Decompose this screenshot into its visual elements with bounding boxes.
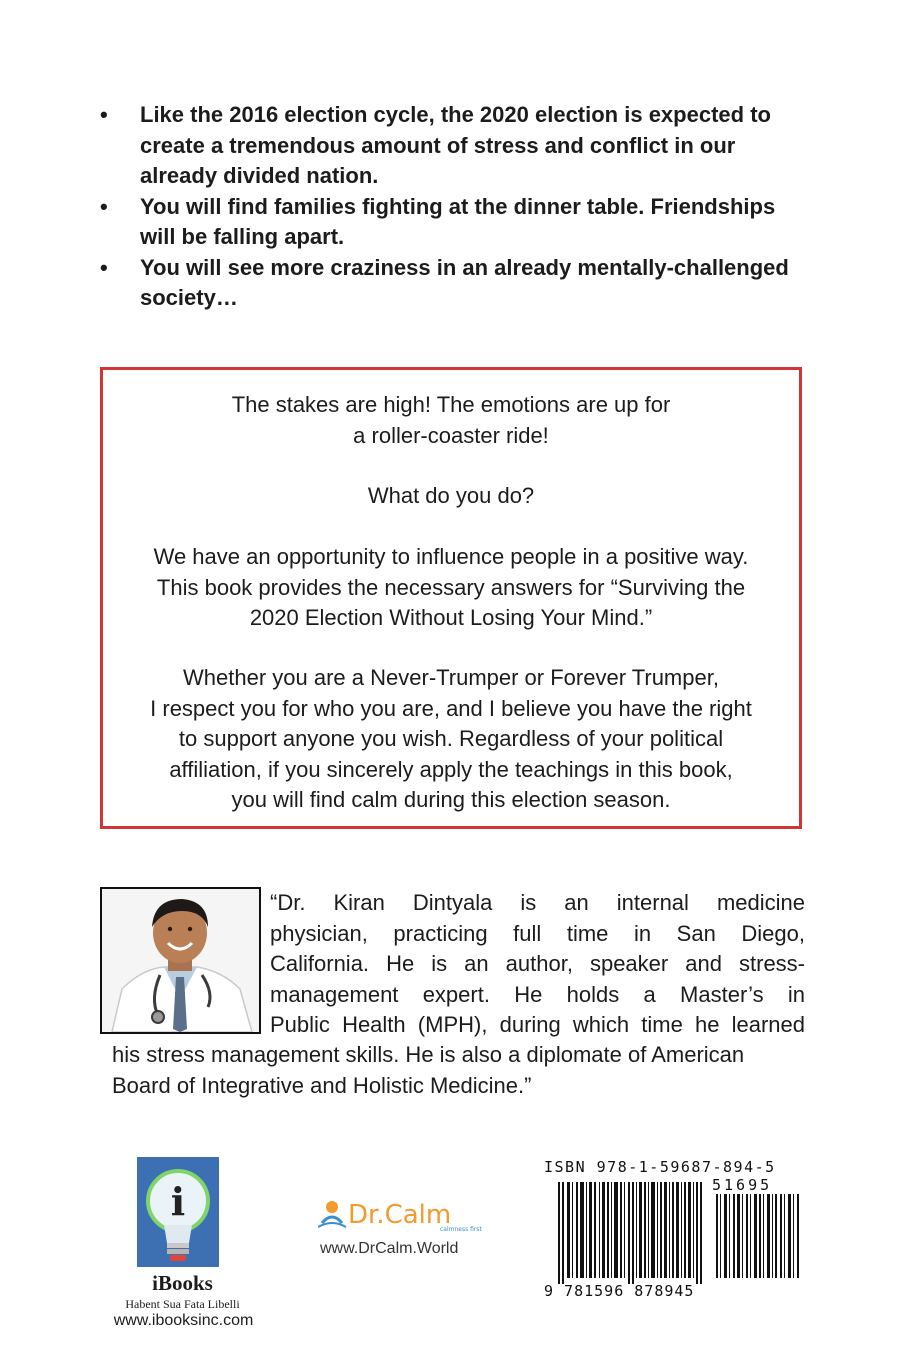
price-addon-bars [714,1194,804,1278]
bio-line: Board of Integrative and Holistic Medicine.” [112,1072,532,1098]
author-bio-full [112,1040,824,1101]
author-bio-wrapped [270,888,805,1041]
highlight-box [100,367,802,829]
box-paragraph-respect: Whether you are a Never-Trumper or Forever Trumper, I respect you for who you are, and I believe you have the right to support anyone you wish. Regardless of your political affiliation, if you sincerely apply the teachings in this book, you will find calm during this election season. [150,665,752,812]
bio-line: Public Health (MPH), during which time he learned [270,1012,805,1037]
box-paragraph-opportunity: We have an opportunity to influence people in a positive way. This book provides the necessary answers for “Surviving the 2020 Election Without Losing Your Mind.” [153,544,749,630]
isbn-barcode [544,1158,809,1308]
publisher-name: iBooks [152,1271,213,1295]
bullet-item [100,253,812,314]
bullet-list [100,100,812,314]
drcalm-logo [318,1193,488,1233]
box-paragraph-stakes: The stakes are high! The emotions are up for a roller-coaster ride! [231,392,671,448]
bio-line: his stress management skills. He is also a diplomate of American [112,1042,745,1067]
bullet-item [100,100,812,192]
barcode-digits: 9 781596 878945 [544,1282,695,1300]
bullet-text: You will find families fighting at the dinner table. Friendships will be falling apart. [140,193,776,249]
isbn-label: ISBN 978-1-59687-894-5 [544,1158,776,1176]
bio-line: “Dr. Kiran Dintyala is an internal medicine [270,890,805,915]
svg-text:i: i [170,1179,186,1224]
drcalm-tagline: calmness first [440,1226,482,1233]
bio-line: management expert. He holds a Master’s in [270,981,805,1007]
drcalm-url[interactable]: www.DrCalm.World [320,1240,459,1257]
bullet-text: Like the 2016 election cycle, the 2020 election is expected to create a tremendous amount of stress and conflict in our already divided nation. [140,102,771,188]
publisher-motto: Habent Sua Fata Libelli [125,1297,240,1311]
ean-barcode-bars [558,1182,708,1284]
drcalm-brand: Dr.Calm [348,1200,452,1230]
bullet-item [100,192,812,253]
bullet-dot: • [100,102,108,127]
box-paragraph-question: What do you do? [367,483,535,508]
bio-line: physician, practicing full time in San Diego, [270,920,805,946]
author-photo [100,887,261,1034]
ibooks-lightbulb-logo [137,1157,219,1267]
bullet-dot: • [100,193,108,219]
bio-line: California. He is an author, speaker and stress- [270,951,805,976]
bullet-text: You will see more craziness in an already mentally-challenged society… [140,254,789,310]
bullet-dot: • [100,254,108,280]
price-code: 51695 [712,1176,773,1194]
publisher-url[interactable]: www.ibooksinc.com [113,1312,254,1329]
